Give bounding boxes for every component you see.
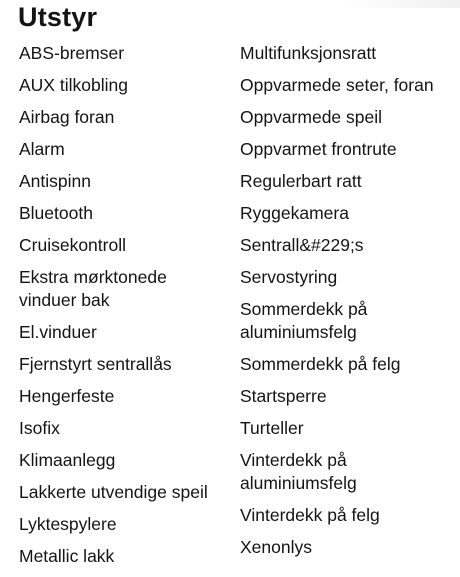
equipment-item: Cruisekontroll	[19, 235, 126, 255]
top-edge-shadow	[340, 0, 460, 8]
equipment-item: Airbag foran	[19, 107, 115, 127]
equipment-item: Metallic lakk	[19, 546, 115, 566]
equipment-item: El.vinduer	[19, 322, 97, 342]
equipment-item: Bluetooth	[19, 203, 93, 223]
equipment-item: Klimaanlegg	[19, 450, 116, 470]
equipment-item: Startsperre	[240, 386, 327, 406]
equipment-item: Turteller	[240, 418, 304, 438]
equipment-item: Multifunksjonsratt	[240, 43, 377, 63]
equipment-item: Xenonlys	[240, 537, 312, 557]
equipment-item: Vinterdekk på felg	[240, 505, 380, 525]
equipment-item: Oppvarmede seter, foran	[240, 75, 434, 95]
equipment-item: Ryggekamera	[240, 203, 349, 223]
section-title: Utstyr	[18, 2, 98, 32]
equipment-item: Ekstra mørktonede vinduer bak	[19, 267, 167, 310]
equipment-list-right	[240, 42, 452, 568]
equipment-item: Servostyring	[240, 267, 338, 287]
equipment-item: Oppvarmet frontrute	[240, 139, 397, 159]
equipment-item: Sommerdekk på felg	[240, 354, 401, 374]
equipment-item: ABS-bremser	[19, 43, 125, 63]
equipment-item: Antispinn	[19, 171, 91, 191]
equipment-list-left	[19, 42, 231, 577]
equipment-item: Sommerdekk på aluminiumsfelg	[240, 299, 368, 342]
equipment-item: Lakkerte utvendige speil	[19, 482, 208, 502]
equipment-item: Hengerfeste	[19, 386, 115, 406]
equipment-item: Fjernstyrt sentrallås	[19, 354, 172, 374]
equipment-item: Regulerbart ratt	[240, 171, 362, 191]
equipment-item: Vinterdekk på aluminiumsfelg	[240, 450, 357, 493]
equipment-item: AUX tilkobling	[19, 75, 128, 95]
equipment-item: Oppvarmede speil	[240, 107, 383, 127]
equipment-item: Lyktespylere	[19, 514, 117, 534]
equipment-item: Isofix	[19, 418, 60, 438]
equipment-item: Sentrall&#229;s	[240, 235, 364, 255]
equipment-item: Alarm	[19, 139, 65, 159]
